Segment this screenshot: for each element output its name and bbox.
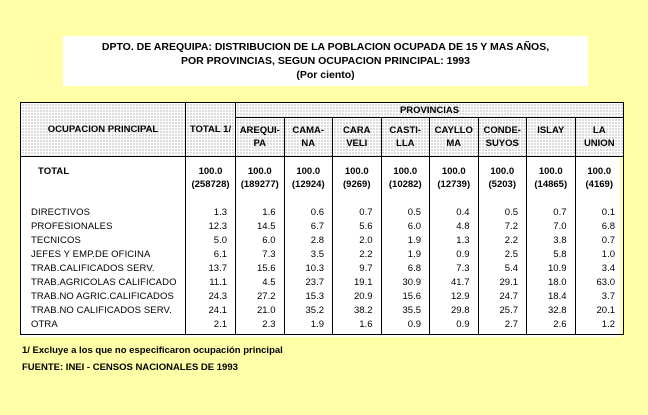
value-cell: 11.1 <box>186 275 236 289</box>
value-cell: 24.3 <box>186 289 236 303</box>
value-cell: 14.5 <box>236 219 285 233</box>
value-cell: 7.2 <box>478 219 527 233</box>
value-cell: 6.0 <box>236 233 285 247</box>
province-header-line-2 <box>527 137 575 150</box>
row-label: OTRA <box>21 317 186 331</box>
value-cell: 0.9 <box>430 247 479 261</box>
value-cell: 2.2 <box>478 233 527 247</box>
row-label: DIRECTIVOS <box>21 205 186 219</box>
value-cell: 15.6 <box>381 289 430 303</box>
table-row <box>21 233 624 247</box>
total-abs: (5203) <box>488 179 516 190</box>
value-cell: 1.6 <box>333 317 382 331</box>
value-cell: 0.5 <box>381 205 430 219</box>
total-pct: 100.0 <box>296 166 321 177</box>
province-header <box>430 118 479 157</box>
province-header <box>575 118 624 157</box>
value-cell: 29.8 <box>430 303 479 317</box>
total-cell <box>478 157 527 206</box>
value-cell: 0.1 <box>575 205 624 219</box>
total-pct: 100.0 <box>344 166 369 177</box>
value-cell: 0.9 <box>430 317 479 331</box>
border-cell <box>527 331 576 335</box>
value-cell: 21.0 <box>236 303 285 317</box>
value-cell: 27.2 <box>236 289 285 303</box>
province-header <box>381 118 430 157</box>
total-abs: (12924) <box>291 179 325 190</box>
value-cell: 12.3 <box>186 219 236 233</box>
value-cell: 1.9 <box>381 247 430 261</box>
total-cell <box>186 157 236 206</box>
table-row <box>21 289 624 303</box>
row-label: JEFES Y EMP.DE OFICINA <box>21 247 186 261</box>
value-cell: 5.8 <box>527 247 576 261</box>
province-header-line-1: AREQUI- <box>239 125 280 136</box>
value-cell: 6.8 <box>381 261 430 275</box>
total-pct: 100.0 <box>441 166 466 177</box>
province-header <box>236 118 285 157</box>
total-abs: (10282) <box>388 179 422 190</box>
value-cell: 18.0 <box>527 275 576 289</box>
total-abs: (4169) <box>585 179 613 190</box>
value-cell: 24.1 <box>186 303 236 317</box>
value-cell: 6.1 <box>186 247 236 261</box>
value-cell: 38.2 <box>333 303 382 317</box>
title-line-2: POR PROVINCIAS, SEGUN OCUPACION PRINCIPAL: 1993 <box>181 55 470 67</box>
value-cell: 2.3 <box>236 317 285 331</box>
value-cell: 3.8 <box>527 233 576 247</box>
province-header <box>333 118 382 157</box>
value-cell: 1.2 <box>575 317 624 331</box>
province-header-line-2: UNION <box>583 138 615 149</box>
total-abs: (14865) <box>534 179 568 190</box>
value-cell: 0.5 <box>478 205 527 219</box>
province-header-line-2: VELI <box>346 138 368 149</box>
value-cell: 4.8 <box>430 219 479 233</box>
value-cell: 3.5 <box>284 247 333 261</box>
value-cell: 12.9 <box>430 289 479 303</box>
value-cell: 2.7 <box>478 317 527 331</box>
value-cell: 5.4 <box>478 261 527 275</box>
province-header-line-1: ISLAY <box>537 125 565 136</box>
border-cell <box>21 331 186 335</box>
source-note: FUENTE: INEI - CENSOS NACIONALES DE 1993 <box>22 362 238 373</box>
value-cell: 18.4 <box>527 289 576 303</box>
province-header-line-1: CARA <box>343 125 371 136</box>
border-cell <box>284 331 333 335</box>
value-cell: 2.8 <box>284 233 333 247</box>
value-cell: 15.3 <box>284 289 333 303</box>
value-cell: 30.9 <box>381 275 430 289</box>
row-label: TRAB.NO AGRIC.CALIFICADOS <box>21 289 186 303</box>
table-row <box>21 317 624 331</box>
province-header-line-2: MA <box>446 138 462 149</box>
value-cell: 2.6 <box>527 317 576 331</box>
row-label: TRAB.NO CALIFICADOS SERV. <box>21 303 186 317</box>
title-line-1: DPTO. DE AREQUIPA: DISTRIBUCION DE LA POBLACION OCUPADA DE 15 Y MAS AÑOS, <box>101 41 550 53</box>
value-cell: 24.7 <box>478 289 527 303</box>
row-label: TOTAL <box>21 157 186 206</box>
table-row <box>21 303 624 317</box>
value-cell: 1.3 <box>430 233 479 247</box>
total-pct: 100.0 <box>538 166 563 177</box>
total-abs: (258728) <box>191 179 230 190</box>
border-cell <box>478 331 527 335</box>
value-cell: 29.1 <box>478 275 527 289</box>
value-cell: 4.5 <box>236 275 285 289</box>
footnote: 1/ Excluye a los que no especificaron ocupación principal <box>22 345 283 356</box>
total-cell <box>381 157 430 206</box>
value-cell: 13.7 <box>186 261 236 275</box>
total-pct: 100.0 <box>393 166 418 177</box>
total-row <box>21 157 624 206</box>
province-header-line-1: CONDE- <box>483 125 521 136</box>
province-header-line-2: SUYOS <box>485 138 519 149</box>
row-label: TRAB.AGRICOLAS CALIFICADO <box>21 275 186 289</box>
province-header <box>478 118 527 157</box>
value-cell: 1.6 <box>236 205 285 219</box>
value-cell: 0.4 <box>430 205 479 219</box>
value-cell: 0.6 <box>284 205 333 219</box>
value-cell: 0.7 <box>527 205 576 219</box>
value-cell: 35.5 <box>381 303 430 317</box>
value-cell: 1.3 <box>186 205 236 219</box>
border-cell <box>430 331 479 335</box>
table-row <box>21 205 624 219</box>
value-cell: 6.0 <box>381 219 430 233</box>
total-abs: (9269) <box>343 179 371 190</box>
value-cell: 32.8 <box>527 303 576 317</box>
table-row <box>21 261 624 275</box>
value-cell: 3.4 <box>575 261 624 275</box>
value-cell: 5.0 <box>186 233 236 247</box>
value-cell: 1.9 <box>284 317 333 331</box>
province-header-line-2: LLA <box>396 138 415 149</box>
table-row <box>21 275 624 289</box>
value-cell: 2.0 <box>333 233 382 247</box>
province-header-line-1: CAMA- <box>292 125 325 136</box>
table-bottom-border <box>21 331 624 335</box>
value-cell: 9.7 <box>333 261 382 275</box>
province-header-line-1: LA <box>592 125 606 136</box>
province-header-line-1: CASTI- <box>389 125 422 136</box>
total-cell <box>575 157 624 206</box>
value-cell: 7.3 <box>430 261 479 275</box>
row-label: PROFESIONALES <box>21 219 186 233</box>
value-cell: 20.9 <box>333 289 382 303</box>
value-cell: 0.7 <box>575 233 624 247</box>
value-cell: 2.1 <box>186 317 236 331</box>
header-ocupacion: OCUPACION PRINCIPAL <box>21 103 186 157</box>
value-cell: 3.7 <box>575 289 624 303</box>
total-cell <box>236 157 285 206</box>
value-cell: 23.7 <box>284 275 333 289</box>
value-cell: 35.2 <box>284 303 333 317</box>
total-pct: 100.0 <box>490 166 515 177</box>
value-cell: 2.2 <box>333 247 382 261</box>
table-row <box>21 219 624 233</box>
occupation-table <box>20 102 624 335</box>
table-row <box>21 247 624 261</box>
value-cell: 10.3 <box>284 261 333 275</box>
total-abs: (12739) <box>437 179 471 190</box>
value-cell: 0.7 <box>333 205 382 219</box>
value-cell: 20.1 <box>575 303 624 317</box>
value-cell: 1.9 <box>381 233 430 247</box>
value-cell: 1.0 <box>575 247 624 261</box>
total-cell <box>430 157 479 206</box>
value-cell: 41.7 <box>430 275 479 289</box>
total-abs: (189277) <box>240 179 279 190</box>
header-total: TOTAL 1/ <box>186 103 236 157</box>
value-cell: 15.6 <box>236 261 285 275</box>
total-pct: 100.0 <box>198 166 223 177</box>
row-label: TRAB.CALIFICADOS SERV. <box>21 261 186 275</box>
province-header-line-1: CAYLLO <box>434 125 473 136</box>
value-cell: 2.5 <box>478 247 527 261</box>
border-cell <box>236 331 285 335</box>
header-provincias: PROVINCIAS <box>236 103 624 118</box>
total-cell <box>284 157 333 206</box>
total-pct: 100.0 <box>587 166 612 177</box>
value-cell: 7.0 <box>527 219 576 233</box>
border-cell <box>381 331 430 335</box>
total-cell <box>333 157 382 206</box>
value-cell: 6.7 <box>284 219 333 233</box>
value-cell: 10.9 <box>527 261 576 275</box>
total-cell <box>527 157 576 206</box>
value-cell: 7.3 <box>236 247 285 261</box>
value-cell: 5.6 <box>333 219 382 233</box>
row-label: TECNICOS <box>21 233 186 247</box>
province-header-line-2: NA <box>301 138 316 149</box>
province-header <box>527 118 576 157</box>
data-table-panel <box>20 102 620 337</box>
value-cell: 25.7 <box>478 303 527 317</box>
title-line-3: (Por ciento) <box>296 69 355 81</box>
total-pct: 100.0 <box>247 166 272 177</box>
value-cell: 6.8 <box>575 219 624 233</box>
border-cell <box>575 331 624 335</box>
table-title <box>63 36 588 86</box>
value-cell: 19.1 <box>333 275 382 289</box>
value-cell: 0.9 <box>381 317 430 331</box>
value-cell: 63.0 <box>575 275 624 289</box>
border-cell <box>186 331 236 335</box>
border-cell <box>333 331 382 335</box>
province-header <box>284 118 333 157</box>
province-header-line-2: PA <box>253 138 266 149</box>
